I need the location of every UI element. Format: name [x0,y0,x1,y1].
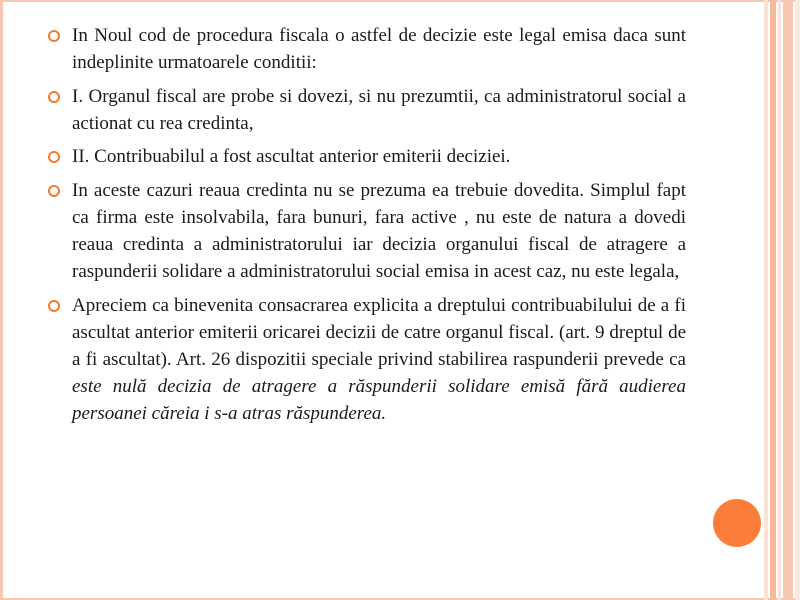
bullet-ring-icon [48,151,60,163]
bullet-item [48,22,686,76]
stripe [770,0,776,600]
stripe [795,0,800,600]
bullet-text: II. Contribuabilul a fost ascultat anterior emiterii deciziei. [72,146,511,167]
bullet-item [48,292,686,427]
bullet-text: Apreciem ca binevenita consacrarea explicita a dreptului contribuabilului de a fi ascultat anterior emiterii oricarei decizii de catre organul fiscal. (art. 9 dreptul de a fi ascultat). Art. 26 dispozitii speciale privind stabilirea raspunderii prevede ca [72,295,686,370]
stripe [783,0,793,600]
stripe [764,0,768,600]
bullet-ring-icon [48,185,60,197]
bullet-list [48,22,686,434]
bullet-item [48,143,686,170]
bullet-ring-icon [48,91,60,103]
bullet-item [48,83,686,137]
bullet-text-italic: este nulă decizia de atragere a răspunderii solidare emisă fără audierea persoanei căreia i s-a atras răspunderea. [72,376,686,424]
stripe [778,0,781,600]
bullet-item [48,177,686,285]
bullet-text: In Noul cod de procedura fiscala o astfel de decizie este legal emisa daca sunt indeplinite urmatoarele conditii: [72,25,686,73]
bullet-text: In aceste cazuri reaua credinta nu se prezuma ea trebuie dovedita. Simplul fapt ca firma este insolvabila, fara bunuri, fara active , nu este de natura a dovedi reaua credinta a administratorului iar decizia organului fiscal de atragere a raspunderii solidare a administratorului social emisa in acest caz, nu este legala, [72,180,686,282]
slide-border-top [0,0,800,2]
bullet-ring-icon [48,300,60,312]
decorative-circle [713,499,761,547]
slide-border-left [0,0,3,600]
bullet-ring-icon [48,30,60,42]
bullet-text: I. Organul fiscal are probe si dovezi, si nu prezumtii, ca administratorul social a actionat cu rea credinta, [72,86,686,134]
decorative-stripes [764,0,800,600]
